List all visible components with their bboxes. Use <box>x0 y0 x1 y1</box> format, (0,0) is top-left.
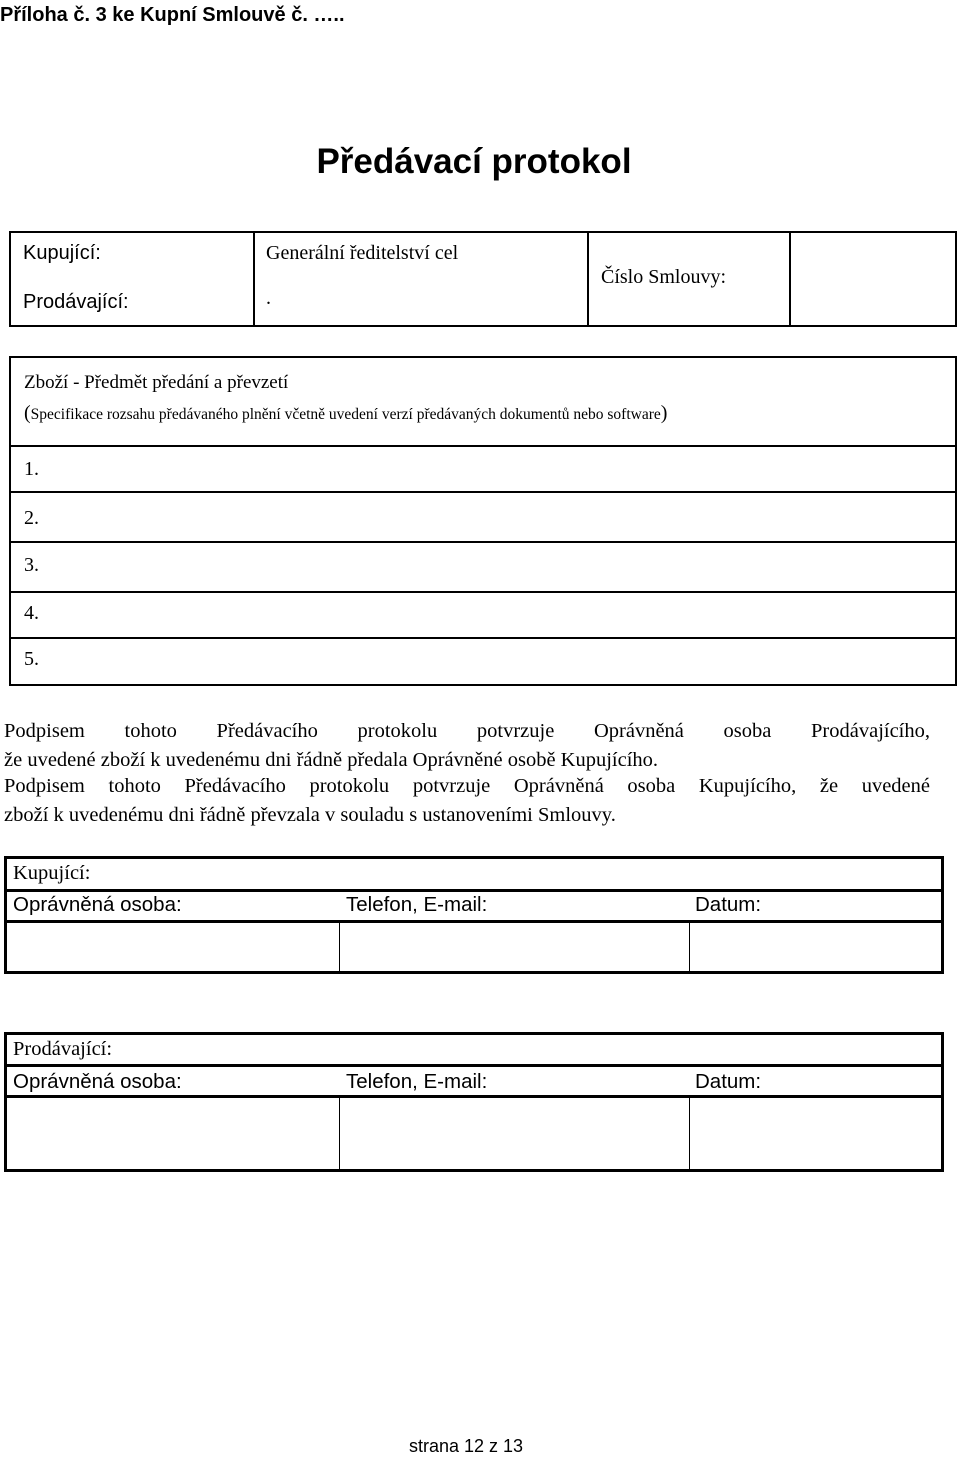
contract-number-label: Číslo Smlouvy: <box>601 266 727 288</box>
goods-item[interactable]: 1. <box>24 458 39 480</box>
goods-specification <box>24 402 667 425</box>
signature-rule <box>7 1064 941 1067</box>
buyer-date-field[interactable] <box>690 923 941 971</box>
parties-divider-1 <box>253 233 255 325</box>
goods-item[interactable]: 5. <box>24 648 39 670</box>
goods-box <box>9 356 957 686</box>
buyer-party-label: Kupující: <box>13 862 91 884</box>
spec-paren-close: ) <box>660 402 668 424</box>
goods-rule <box>11 637 955 639</box>
buyer-statement-line-2: zboží k uvedenému dni řádně převzala v souladu s ustanoveními Smlouvy. <box>4 804 616 826</box>
goods-heading: Zboží - Předmět předání a převzetí <box>24 372 289 393</box>
seller-date-field[interactable] <box>690 1098 941 1169</box>
goods-rule <box>11 491 955 493</box>
buyer-contact-field[interactable] <box>340 923 689 971</box>
seller-label: Prodávající: <box>23 291 129 313</box>
goods-item[interactable]: 2. <box>24 507 39 529</box>
page-number: strana 12 z 13 <box>408 1436 524 1456</box>
seller-contact-field[interactable] <box>340 1098 689 1169</box>
signature-rule <box>7 889 941 892</box>
seller-value[interactable]: . <box>266 287 271 309</box>
buyer-contact-label: Telefon, E-mail: <box>346 893 488 916</box>
buyer-value[interactable]: Generální ředitelství cel <box>266 242 459 264</box>
seller-authorized-person-field[interactable] <box>7 1098 339 1169</box>
buyer-label: Kupující: <box>23 242 101 264</box>
buyer-signature-box <box>4 856 944 974</box>
goods-item[interactable]: 4. <box>24 602 39 624</box>
goods-rule <box>11 445 955 447</box>
buyer-authorized-person-field[interactable] <box>7 923 339 971</box>
parties-divider-2 <box>587 233 589 325</box>
buyer-authorized-person-label: Oprávněná osoba: <box>13 893 182 916</box>
parties-divider-3 <box>789 233 791 325</box>
goods-rule <box>11 541 955 543</box>
spec-paren-open: ( <box>24 402 31 424</box>
seller-authorized-person-label: Oprávněná osoba: <box>13 1070 182 1093</box>
buyer-date-label: Datum: <box>695 893 762 916</box>
seller-date-label: Datum: <box>695 1070 762 1093</box>
goods-rule <box>11 591 955 593</box>
buyer-statement-line-1: Podpisem tohoto Předávacího protokolu potvrzuje Oprávněná osoba Kupujícího, že uvedené <box>4 775 930 797</box>
seller-statement-line-2: že uvedené zboží k uvedenému dni řádně předala Oprávněné osobě Kupujícího. <box>4 749 659 771</box>
parties-box <box>9 231 957 327</box>
spec-text: Specifikace rozsahu předávaného plnění včetně uvedení verzí předávaných dokumentů nebo software <box>30 406 661 423</box>
document-title: Předávací protokol <box>316 142 632 181</box>
seller-party-label: Prodávající: <box>13 1038 113 1060</box>
seller-signature-box <box>4 1032 944 1172</box>
seller-statement-line-1: Podpisem tohoto Předávacího protokolu potvrzuje Oprávněná osoba Prodávajícího, <box>4 720 930 742</box>
attachment-header: Příloha č. 3 ke Kupní Smlouvě č. ….. <box>0 4 345 26</box>
seller-contact-label: Telefon, E-mail: <box>346 1070 488 1093</box>
goods-item[interactable]: 3. <box>24 554 39 576</box>
